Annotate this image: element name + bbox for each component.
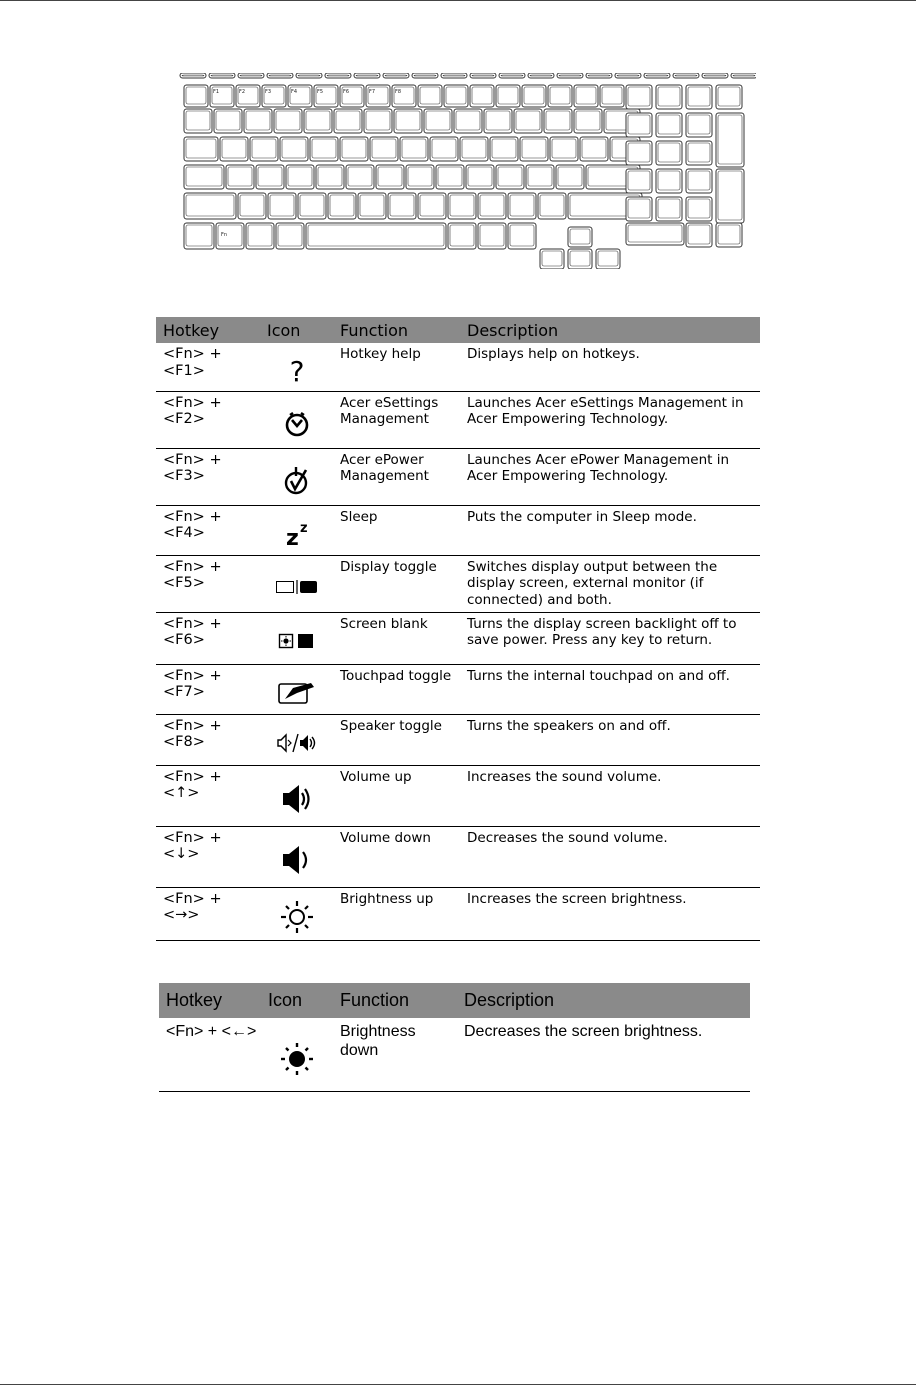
keyboard-keycap <box>718 225 740 244</box>
volume-up-icon <box>279 781 315 817</box>
function-key-legend: F5 <box>317 89 324 95</box>
description-cell: Increases the sound volume. <box>460 765 760 826</box>
keyboard-keycap <box>186 139 216 158</box>
keyboard-keycap <box>688 115 710 134</box>
page-bottom-rule <box>0 1384 916 1385</box>
table-row <box>156 612 760 664</box>
keyboard-keycap <box>186 87 206 104</box>
keyboard-keycap <box>688 225 710 244</box>
keyboard-keycap <box>628 199 650 218</box>
function-cell: Touchpad toggle <box>333 664 460 714</box>
keyboard-keycap <box>446 87 466 104</box>
keyboard-keycap <box>366 111 390 130</box>
table-row <box>156 765 760 826</box>
sleep-icon <box>282 518 312 548</box>
function-key-legend: F3 <box>265 89 272 95</box>
hotkey-cell: <Fn> + <F6> <box>156 612 260 664</box>
keyboard-keycap <box>402 139 426 158</box>
keyboard-keycap <box>216 111 240 130</box>
table-row <box>156 391 760 448</box>
keyboard-keycap <box>288 167 312 186</box>
table-header-row <box>156 317 760 343</box>
keyboard-keycap <box>276 111 300 130</box>
function-key-legend: F4 <box>291 89 298 95</box>
keyboard-keycap <box>718 171 742 220</box>
header-hotkey: Hotkey <box>159 983 261 1018</box>
hotkey-cell: <Fn> + <F2> <box>156 391 260 448</box>
keyboard-keycap <box>420 195 444 216</box>
keyboard-keycap <box>396 111 420 130</box>
keyboard-keycap <box>186 167 222 186</box>
keyboard-keycap <box>628 143 650 162</box>
keyboard-keycap <box>480 195 504 216</box>
keyboard-keycap <box>688 143 710 162</box>
keyboard-keycap <box>186 225 212 246</box>
table-row <box>156 343 760 391</box>
header-hotkey: Hotkey <box>156 317 260 343</box>
hotkey-cell: <Fn> + <F5> <box>156 555 260 612</box>
keyboard-keycap <box>468 167 492 186</box>
keyboard-keycap <box>688 87 710 106</box>
keyboard-keycap <box>704 75 726 76</box>
description-cell: Displays help on hotkeys. <box>460 343 760 391</box>
function-cell: Brightness up <box>333 887 460 940</box>
keyboard-keycap <box>278 225 302 246</box>
keyboard-keycap <box>318 167 342 186</box>
keyboard-keycap <box>462 139 486 158</box>
keyboard-keycap <box>510 225 534 246</box>
keyboard-keycap <box>617 75 639 76</box>
keyboard-keycap <box>480 225 504 246</box>
keyboard-keycap <box>498 167 522 186</box>
function-cell: Acer eSettings Management <box>333 391 460 448</box>
function-cell: Screen blank <box>333 612 460 664</box>
keyboard-keycap <box>312 139 336 158</box>
table-row <box>156 826 760 887</box>
function-cell: Volume up <box>333 765 460 826</box>
header-function: Function <box>333 983 457 1018</box>
fn-key-legend: Fn <box>221 232 228 238</box>
keyboard-keycap <box>372 139 396 158</box>
keyboard-keycap <box>438 167 462 186</box>
keyboard-keycap <box>558 167 582 186</box>
keyboard-keycap <box>258 167 282 186</box>
keyboard-keycap <box>522 139 546 158</box>
keyboard-keycap <box>501 75 523 76</box>
keyboard-keycap <box>550 87 570 104</box>
keyboard-keycap <box>646 75 668 76</box>
keyboard-keycap <box>336 111 360 130</box>
keyboard-keycap <box>658 143 680 162</box>
description-cell: Launches Acer ePower Management in Acer Empowering Technology. <box>460 448 760 505</box>
description-cell: Puts the computer in Sleep mode. <box>460 505 760 555</box>
keyboard-keycap <box>432 139 456 158</box>
table-row <box>159 1018 750 1091</box>
svg-text:z: z <box>285 526 299 548</box>
keyboard-keycap <box>450 195 474 216</box>
keyboard-keycap <box>570 229 590 244</box>
keyboard-keycap <box>492 139 516 158</box>
question-mark-icon <box>282 355 312 385</box>
keyboard-keycap <box>385 75 407 76</box>
keyboard-keycap <box>486 111 510 130</box>
keyboard-keycap <box>222 139 246 158</box>
description-cell: Decreases the screen brightness. <box>457 1018 750 1091</box>
hotkey-table-continued <box>159 983 750 1092</box>
brightness-up-icon <box>279 899 315 935</box>
keyboard-keycap <box>306 111 330 130</box>
keyboard-keycap <box>688 171 710 190</box>
keyboard-keycap <box>588 75 610 76</box>
function-cell: Speaker toggle <box>333 714 460 765</box>
keyboard-keycap <box>628 115 650 134</box>
esettings-icon <box>282 408 312 438</box>
description-cell: Decreases the sound volume. <box>460 826 760 887</box>
keyboard-keycap <box>246 111 270 130</box>
keyboard-keycap <box>582 139 606 158</box>
hotkey-cell: <Fn> + <F7> <box>156 664 260 714</box>
function-cell: Display toggle <box>333 555 460 612</box>
keyboard-keycap <box>510 195 534 216</box>
function-cell: Acer ePower Management <box>333 448 460 505</box>
keyboard-keycap <box>658 87 680 106</box>
keyboard-keycap <box>559 75 581 76</box>
keyboard-keycap <box>356 75 378 76</box>
description-cell: Turns the display screen backlight off to save power. Press any key to return. <box>460 612 760 664</box>
keyboard-keycap <box>443 75 465 76</box>
table-row <box>156 664 760 714</box>
function-cell: Volume down <box>333 826 460 887</box>
keyboard-keycap <box>542 251 562 266</box>
keyboard-keycap <box>675 75 697 76</box>
keyboard-keycap <box>602 87 622 104</box>
keyboard-keycap <box>576 87 596 104</box>
page-top-rule <box>0 0 916 1</box>
table-row <box>156 555 760 612</box>
keyboard-keycap <box>300 195 324 216</box>
hotkey-cell: <Fn> + <F1> <box>156 343 260 391</box>
keyboard-keycap <box>456 111 480 130</box>
keyboard-keycap <box>733 75 755 76</box>
hotkey-table <box>156 317 760 941</box>
description-cell: Launches Acer eSettings Management in Acer Empowering Technology. <box>460 391 760 448</box>
screen-blank-icon <box>277 632 317 650</box>
hotkey-cell: <Fn> + <↓> <box>156 826 260 887</box>
keyboard-keycap <box>498 87 518 104</box>
keyboard-keycap <box>330 195 354 216</box>
header-icon: Icon <box>261 983 333 1018</box>
hotkey-cell: <Fn> + <F4> <box>156 505 260 555</box>
header-icon: Icon <box>260 317 333 343</box>
function-key-legend: F7 <box>369 89 376 95</box>
keyboard-keycap <box>718 87 740 106</box>
touchpad-icon <box>277 679 317 705</box>
keyboard-keycap <box>248 225 272 246</box>
hotkey-cell: <Fn> + <F8> <box>156 714 260 765</box>
keyboard-keycap <box>420 87 440 104</box>
keyboard-keycap <box>342 139 366 158</box>
keyboard-keycap <box>718 115 742 164</box>
keyboard-keycap <box>414 75 436 76</box>
keyboard-keycap <box>211 75 233 76</box>
keyboard-keycap <box>552 139 576 158</box>
keyboard-keycap <box>598 251 618 266</box>
keyboard-keycap <box>360 195 384 216</box>
function-cell: Sleep <box>333 505 460 555</box>
table-row <box>156 505 760 555</box>
function-key-legend: F8 <box>395 89 402 95</box>
keyboard-keycap <box>270 195 294 216</box>
keyboard-keycap <box>240 195 264 216</box>
hotkey-cell: <Fn> + <→> <box>156 887 260 940</box>
keyboard-keycap <box>327 75 349 76</box>
function-key-legend: F2 <box>239 89 246 95</box>
hotkey-cell: <Fn> + <←> <box>159 1018 261 1091</box>
description-cell: Switches display output between the display screen, external monitor (if connected) and both. <box>460 555 760 612</box>
keyboard-keycap <box>450 225 474 246</box>
function-cell: Hotkey help <box>333 343 460 391</box>
function-cell: Brightness down <box>333 1018 457 1091</box>
keyboard-keycap <box>628 87 650 106</box>
keyboard-keycap <box>528 167 552 186</box>
description-cell: Turns the speakers on and off. <box>460 714 760 765</box>
keyboard-keycap <box>658 115 680 134</box>
table-header-row <box>159 983 750 1018</box>
keyboard-keycap <box>658 171 680 190</box>
keyboard-keycap <box>308 225 444 246</box>
keyboard-keycap <box>240 75 262 76</box>
description-cell: Increases the screen brightness. <box>460 887 760 940</box>
keyboard-keycap <box>628 171 650 190</box>
hotkey-cell: <Fn> + <F3> <box>156 448 260 505</box>
keyboard-keycap <box>570 251 590 266</box>
keyboard-keycap <box>628 225 682 242</box>
keyboard-keycap <box>186 195 234 216</box>
keyboard-keycap <box>472 87 492 104</box>
epower-icon <box>282 464 312 496</box>
brightness-down-icon <box>279 1039 315 1079</box>
keyboard-illustration <box>178 73 756 269</box>
keyboard-keycap <box>186 111 210 130</box>
table-row <box>156 448 760 505</box>
keyboard-keycap <box>282 139 306 158</box>
keyboard-keycap <box>252 139 276 158</box>
keyboard-keycap <box>269 75 291 76</box>
description-cell: Turns the internal touchpad on and off. <box>460 664 760 714</box>
keyboard-keycap <box>658 199 680 218</box>
header-description: Description <box>460 317 760 343</box>
svg-text:z: z <box>299 521 308 536</box>
keyboard-keycap <box>182 75 204 76</box>
speaker-toggle-icon <box>276 731 318 755</box>
keyboard-keycap <box>576 111 600 130</box>
header-function: Function <box>333 317 460 343</box>
hotkey-cell: <Fn> + <↑> <box>156 765 260 826</box>
table-row <box>156 887 760 940</box>
keyboard-keycap <box>408 167 432 186</box>
keyboard-keycap <box>298 75 320 76</box>
keyboard-keycap <box>516 111 540 130</box>
display-toggle-icon <box>275 579 319 595</box>
keyboard-keycap <box>472 75 494 76</box>
header-description: Description <box>457 983 750 1018</box>
keyboard-keycap <box>378 167 402 186</box>
keyboard-keycap <box>688 199 710 218</box>
keyboard-keycap <box>390 195 414 216</box>
keyboard-keycap <box>348 167 372 186</box>
function-key-legend: F1 <box>213 89 220 95</box>
svg-text:?: ? <box>289 354 304 385</box>
keyboard-keycap <box>530 75 552 76</box>
function-key-legend: F6 <box>343 89 350 95</box>
keyboard-keycap <box>426 111 450 130</box>
volume-down-icon <box>279 842 315 878</box>
keyboard-keycap <box>540 195 564 216</box>
keyboard-keycap <box>228 167 252 186</box>
keyboard-keycap <box>524 87 544 104</box>
keyboard-keycap <box>546 111 570 130</box>
table-row <box>156 714 760 765</box>
